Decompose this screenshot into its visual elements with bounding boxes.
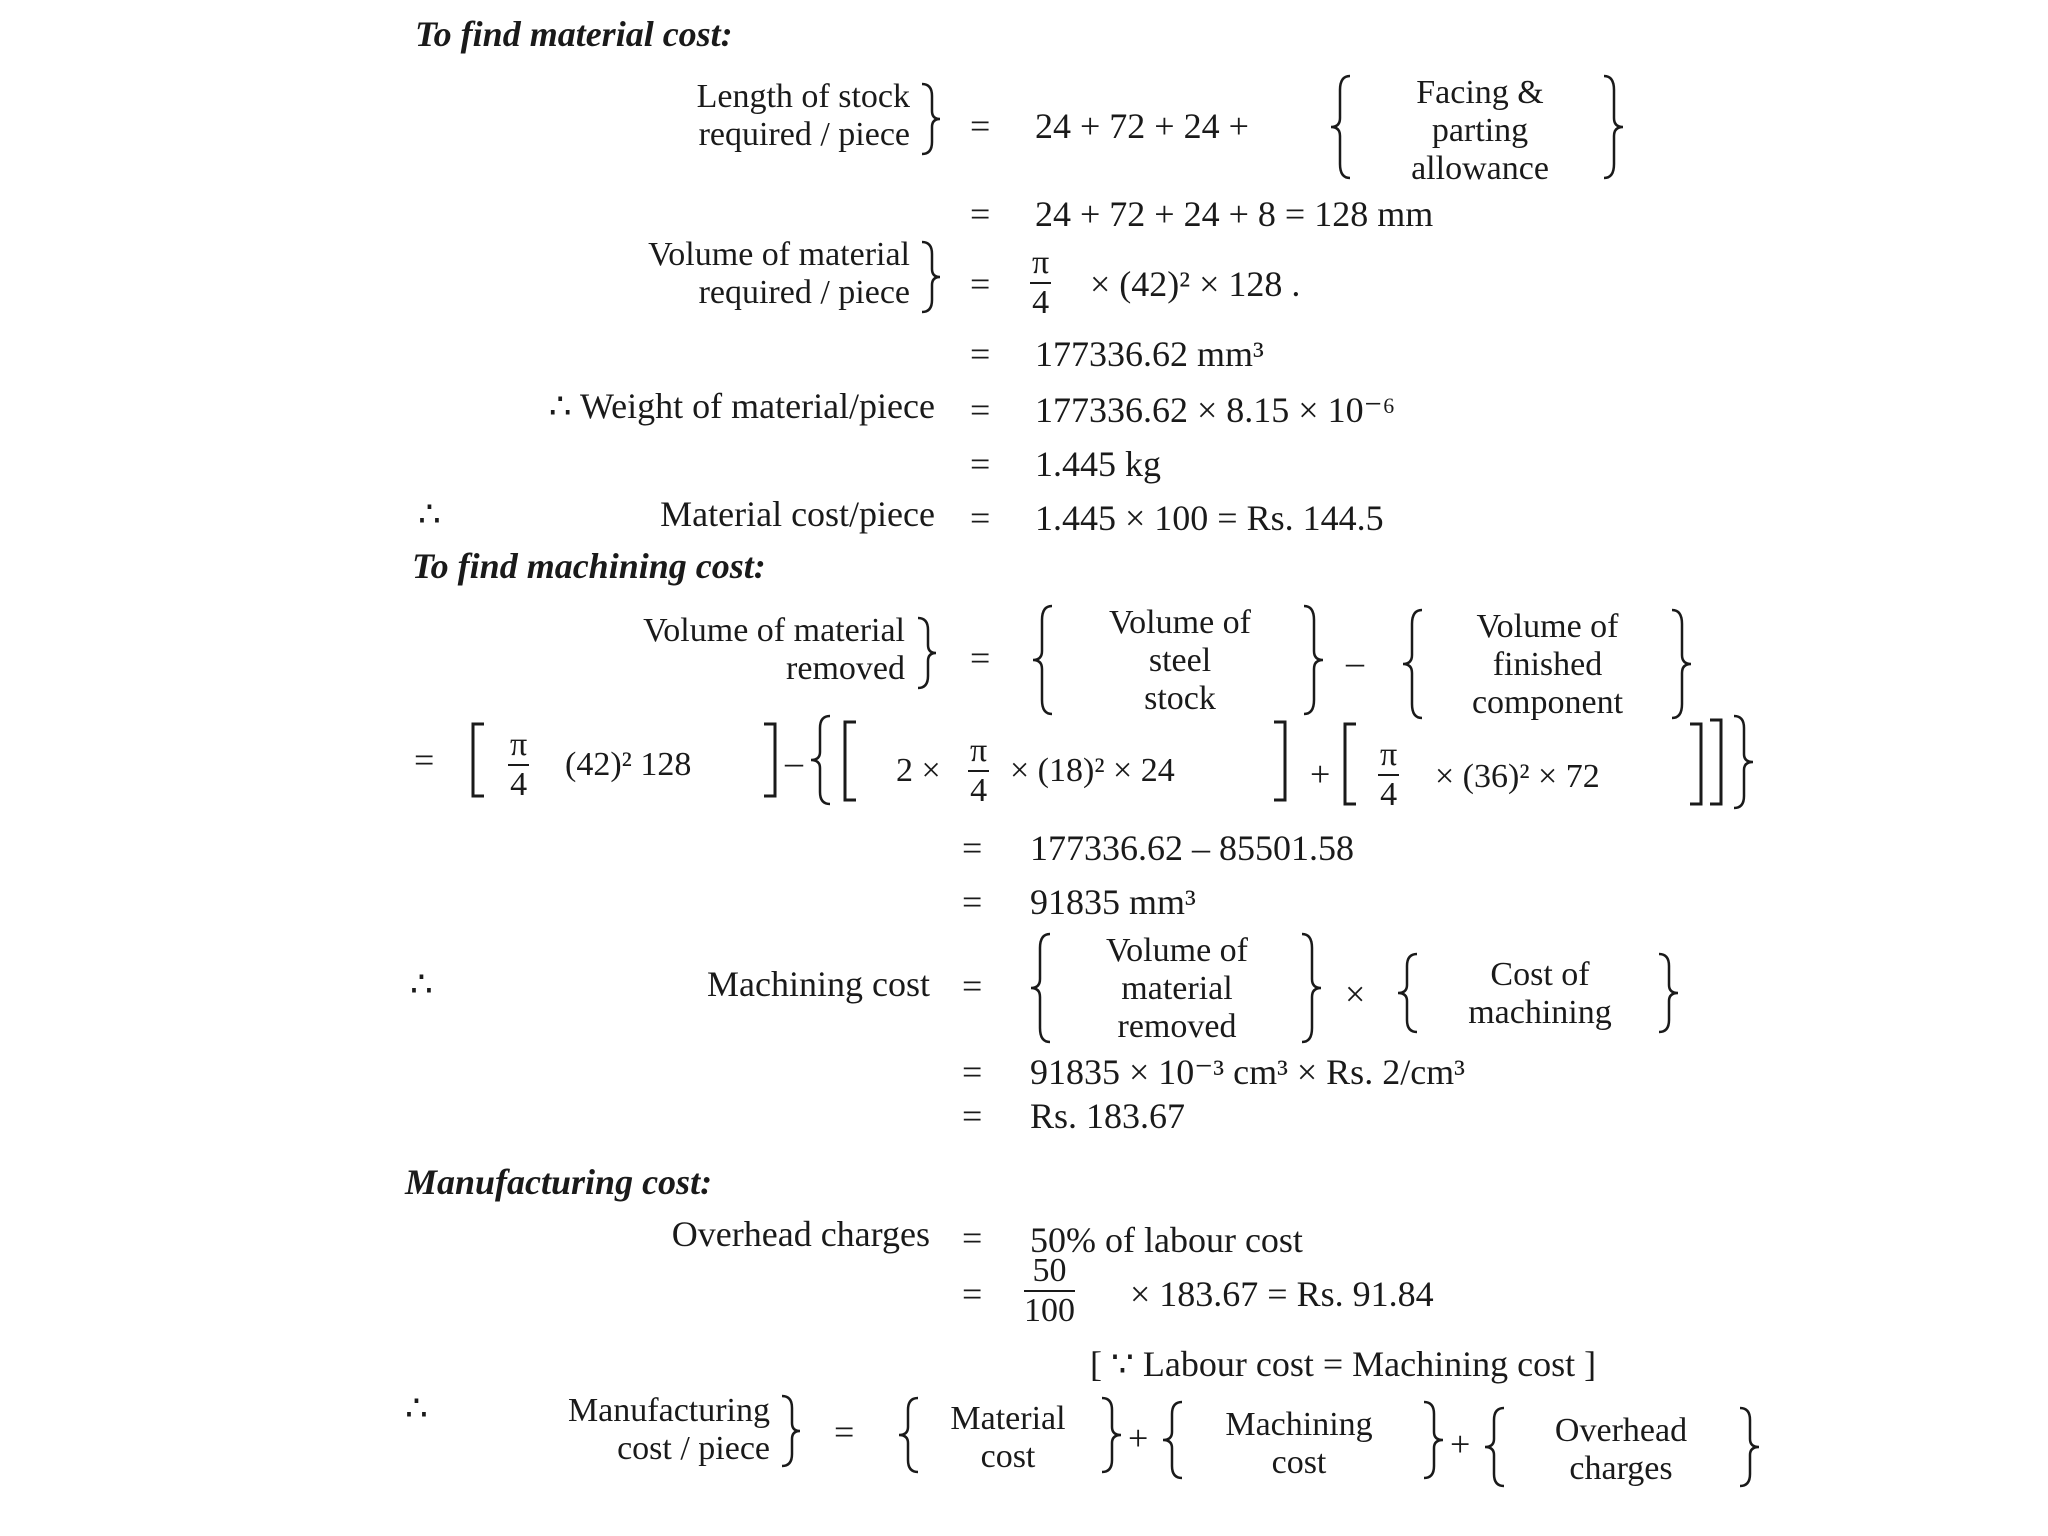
pi-over-4-fraction: $\frac{\pi}{4}$: [1032, 244, 1050, 321]
overhead-term-right-brace: [1736, 1406, 1762, 1488]
volume-rhs-2: 177336.62 mm³: [1035, 334, 1264, 374]
outer-right-brace: [1730, 714, 1756, 810]
minus-sign: –: [1346, 642, 1364, 682]
bracket-a-right: [760, 722, 780, 798]
removed-volume-rhs-2: 91835 mm³: [1030, 882, 1196, 922]
volume-label: Volume of material required / piece: [648, 236, 910, 311]
removed-volume-label: Volume of material removed: [643, 612, 905, 687]
minus-sign: –: [785, 742, 803, 782]
therefore-symbol: ∴: [418, 494, 441, 534]
pi-over-4-fraction: $\frac{\pi}{4}$: [970, 732, 988, 809]
overhead-label: Overhead charges: [671, 1214, 930, 1254]
cost-of-right-brace: [1655, 952, 1681, 1034]
overhead-rhs-2: × 183.67 = Rs. 91.84: [1130, 1274, 1434, 1314]
therefore-symbol: ∴: [410, 964, 433, 1004]
plus-sign: +: [1128, 1418, 1149, 1458]
plus-sign: +: [1450, 1424, 1471, 1464]
equals-sign: =: [962, 1218, 983, 1258]
material-cost-label: Material cost/piece: [660, 494, 935, 534]
weight-rhs-1: 177336.62 × 8.15 × 10⁻⁶: [1035, 390, 1396, 430]
volume-rhs-1: × (42)² × 128 .: [1090, 264, 1301, 304]
bracket-a-left: [468, 722, 488, 798]
times-sign: ×: [1345, 974, 1366, 1014]
labour-cost-note: [ ∵ Labour cost = Machining cost ]: [1090, 1344, 1597, 1384]
material-removed-term: Volume of material removed: [1106, 932, 1248, 1045]
removed-volume-rhs-1: 177336.62 – 85501.58: [1030, 828, 1354, 868]
expression-term-a: (42)² 128: [565, 746, 692, 783]
machining-term-left-brace: [1160, 1400, 1186, 1480]
overhead-term-left-brace: [1482, 1406, 1508, 1488]
overhead-rhs-1: 50% of labour cost: [1030, 1220, 1303, 1260]
bracket-c-right: [1686, 722, 1706, 806]
length-label: Length of stock required / piece: [696, 78, 910, 153]
material-term-right-brace: [1098, 1396, 1124, 1474]
removed-left-brace: [1028, 932, 1054, 1044]
manufacturing-cost-label: Manufacturing cost / piece: [567, 1392, 770, 1467]
equals-sign: =: [970, 638, 991, 678]
equals-sign: =: [970, 106, 991, 146]
expression-term-b1: 2 ×: [896, 752, 941, 789]
removed-volume-brace: [914, 616, 938, 690]
equals-sign: =: [970, 334, 991, 374]
bracket-c-right-outer: [1706, 718, 1726, 806]
equals-sign: =: [970, 498, 991, 538]
manufacturing-heading: Manufacturing cost:: [405, 1162, 713, 1202]
equals-sign: =: [962, 1274, 983, 1314]
pi-over-4-fraction: $\frac{\pi}{4}$: [1380, 736, 1398, 813]
material-cost-rhs: 1.445 × 100 = Rs. 144.5: [1035, 498, 1384, 538]
machining-term-right-brace: [1420, 1400, 1446, 1480]
outer-left-brace: [808, 714, 834, 806]
steel-left-brace: [1030, 604, 1056, 716]
machining-cost-label: Machining cost: [707, 964, 930, 1004]
steel-stock-term: Volume of steel stock: [1109, 604, 1251, 717]
pi-over-4-fraction: $\frac{\pi}{4}$: [510, 726, 528, 803]
plus-sign: +: [1310, 754, 1331, 794]
cost-of-machining-term: Cost of machining: [1468, 956, 1612, 1031]
machining-cost-rhs-1: 91835 × 10⁻³ cm³ × Rs. 2/cm³: [1030, 1052, 1465, 1092]
manufacturing-label-brace: [778, 1394, 802, 1468]
equals-sign: =: [834, 1412, 855, 1452]
removed-right-brace: [1298, 932, 1324, 1044]
therefore-symbol: ∴: [405, 1388, 428, 1428]
expression-term-b2: × (18)² × 24: [1010, 752, 1175, 789]
equals-sign: =: [970, 390, 991, 430]
finished-left-brace: [1400, 608, 1426, 720]
steel-right-brace: [1300, 604, 1326, 716]
equals-sign: =: [970, 444, 991, 484]
overhead-charges-term: Overhead charges: [1554, 1412, 1688, 1487]
weight-label: ∴ Weight of material/piece: [548, 386, 935, 426]
expression-term-c: × (36)² × 72: [1435, 758, 1600, 795]
weight-rhs-2: 1.445 kg: [1035, 444, 1161, 484]
material-cost-term: Material cost: [950, 1400, 1066, 1475]
machining-cost-term: Machining cost: [1225, 1406, 1373, 1481]
equals-sign: =: [962, 828, 983, 868]
equals-sign: =: [962, 1052, 983, 1092]
length-rhs-1: 24 + 72 + 24 +: [1035, 106, 1249, 146]
fifty-over-hundred-fraction: $\frac{50}{100}$: [1024, 1252, 1075, 1329]
finished-right-brace: [1668, 608, 1694, 720]
volume-label-brace: [918, 240, 942, 314]
finished-component-term: Volume of finished component: [1471, 608, 1624, 721]
equals-sign: =: [414, 740, 435, 780]
equals-sign: =: [970, 264, 991, 304]
equals-sign: =: [962, 966, 983, 1006]
equals-sign: =: [962, 882, 983, 922]
cost-of-left-brace: [1395, 952, 1421, 1034]
equals-sign: =: [970, 194, 991, 234]
length-rhs-2: 24 + 72 + 24 + 8 = 128 mm: [1035, 194, 1434, 234]
allowance-term: Facing & parting allowance: [1411, 74, 1549, 187]
machining-cost-rhs-2: Rs. 183.67: [1030, 1096, 1186, 1136]
bracket-b-right: [1270, 720, 1290, 802]
bracket-b-left: [840, 720, 860, 802]
machining-heading: To find machining cost:: [412, 546, 766, 586]
bracket-c-left: [1340, 722, 1360, 806]
equals-sign: =: [962, 1096, 983, 1136]
allowance-right-brace: [1600, 74, 1626, 180]
length-label-brace: [918, 82, 942, 156]
material-heading: To find material cost:: [415, 14, 733, 54]
